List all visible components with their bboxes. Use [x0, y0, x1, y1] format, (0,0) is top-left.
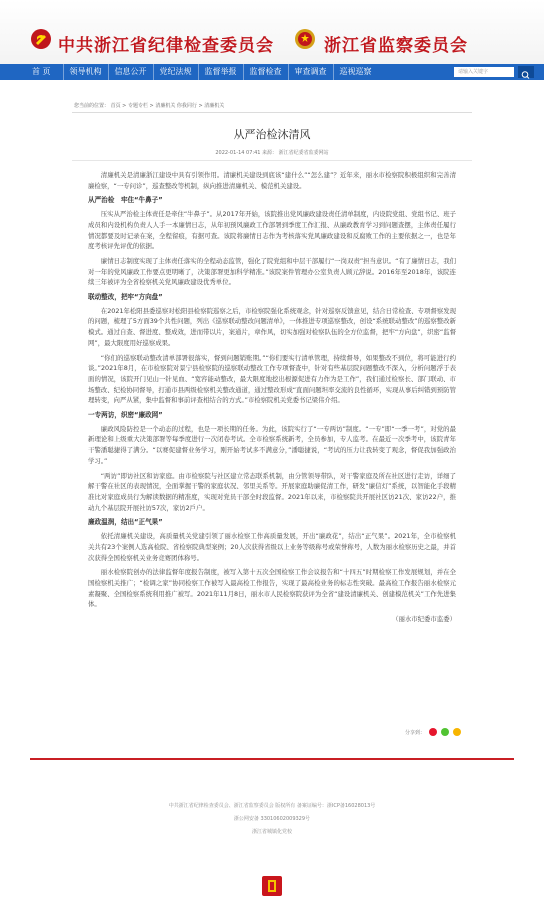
article-source: （丽水市纪委市监委） — [392, 615, 456, 624]
commission-title[interactable]: 中共浙江省纪律检查委员会 — [58, 36, 274, 56]
footer-divider — [30, 758, 514, 760]
supervision-title[interactable]: 浙江省监察委员会 — [324, 36, 468, 56]
breadcrumb[interactable]: 您当前的位置： 首页 > 专题专栏 > 清廉机关 你我同行 > 清廉机关 — [74, 103, 225, 109]
footer-badge-icon[interactable] — [262, 876, 282, 896]
article-body — [88, 170, 456, 629]
article-paragraph: 丽水检察院创办的法律监督年度报告制度，被写入第十五次全国检察工作会议报告和“十四五”时期检察工作发展规划，并在全国检察机关推广；“检调之家”协同检察工作被写入最高检工作报告，实现了最高检业务的标志性突破。最高检工作报告丽水检察元素凝聚、全国检察系统利用推广被写。2021年11月8日，丽水市人民检察院获评为全省“建设清廉机关、创建模范机关”工作先进集体。 — [88, 568, 456, 609]
nav-item-regulations[interactable]: 党纪法规 — [154, 64, 199, 80]
national-emblem-icon — [294, 28, 316, 50]
footer-copyright: 中共浙江省纪律检查委员会、浙江省监察委员会 版权所有 备案证编号：浙ICP备16028013号 — [168, 803, 376, 809]
nav-item-patrol[interactable]: 巡视巡察 — [339, 67, 372, 76]
search-icon — [518, 69, 534, 81]
article-meta: 2022-01-14 07:41 来源： 浙江省纪委省监委网站 — [215, 150, 329, 156]
search-button[interactable] — [518, 66, 534, 78]
article-paragraph: 廉政风险防控是一个动态的过程，也是一项长期的任务。为此，该院实行了“一专两访”制度。“一专”即“一季一考”，对党的最新理论和上级重大决策部署等每季度进行一次闭卷考试。全市检察系统新考，全员参加，专人监考。在最近一次季考中，该院青年干警潘聪捷得了满分。“以赛促建督业务学习，刚开始考试多不满意分，”潘聪捷说，“考试的压力让我转变了观念，督促我加强政治学习。” — [88, 424, 456, 465]
article-paragraph: “你们的巡察联动整改清单部署很落实，督到问题销账期。”“你们要实行清单管理，持续督导，如果整改不到位，将可能进行约谈。”2021年8月，在市检察院对景宁县检察院的巡察联动整改工作专项督查中，针对有些基层院问题整改不深入，分析问题浮于表面的情况，该院开门见山一针见血、“宽容能动整改，最大限度地挖出根源促进有力作为是工作”，我们通过检察长、部门联动、市场整改、纪检协同督导，打通市县两级检察机关整改通道，通过整改形成“直面问题坦率交流的良性循环，实现从事后纠错到预防管理转变，向严从紧，集中监督和事前评查相结合的方式。”市检察院机关党委书记梁伟介绍。 — [88, 353, 456, 405]
article-paragraph: “两访”即访社区和访家庭。由市检察院与社区建立常态联系机制，由分管领导带队，对干警家庭及所在社区进行走访，详细了解干警在社区的表现情况，全面掌握干警的家庭状况、邻里关系等。开展家庭助廉促清工作，研发“廉信灯”系统，以智能化手段精准比对家庭成员行为解读数据的精准度，实现对党员干部全时段监督。2021年以来，市检察院共开展社区访21次、家访22户，推动九个基层院开展社访57次，家访2戶户。 — [88, 471, 456, 512]
nav-item-investigation[interactable]: 审查调查 — [289, 64, 334, 80]
article-paragraph: 清廉机关是清廉浙江建设中具有引领作用。清廉机关建设到底该“建什么”“怎么建”？近年来，丽水市检察院积极组织和完善清廉检察，“一专问诊”，巡查整改等机制，纵向推进清廉机关、模范机关建设。 — [88, 171, 456, 190]
article-paragraph: 依托清廉机关建设，高质量机关党建引领了丽水检察工作高质量发展，开出“廉政花”，结出“正气果”。2021年，全市检察机关共有23个案例人选高检院、省检察院典型案例；20人次获得省级以上业务等级称号或荣誉称号，人数为丽水检察历史之最，并首次获得全国检察机关业务竞赛团体称号。 — [88, 532, 456, 562]
emblem-icon — [262, 876, 282, 896]
weibo-icon[interactable] — [429, 728, 437, 736]
section-heading: 廉政温润，结出“正气果” — [88, 518, 163, 527]
section-heading: 一专两访，织密“廉政网” — [88, 411, 163, 420]
nav-item-report[interactable]: 监督举报 — [199, 64, 244, 80]
nav-item-inspection[interactable]: 监督检查 — [244, 64, 289, 80]
article-title: 从严治检沐清风 — [233, 128, 311, 141]
nav-item-leadership[interactable]: 领导机构 — [64, 64, 109, 80]
divider — [72, 112, 472, 113]
search-input[interactable]: 请输入关键字 — [454, 67, 514, 77]
section-heading: 从严治检 牢住“牛鼻子” — [88, 196, 163, 205]
share-bar — [405, 728, 461, 736]
party-emblem-icon — [30, 28, 52, 50]
site-header — [0, 0, 544, 64]
footer-support: 浙江省城镇化党校 — [251, 829, 292, 835]
section-heading: 联动整改，把牢“方向盘” — [88, 293, 163, 302]
footer-record[interactable]: 浙公网安备 33010602009329号 — [233, 816, 311, 822]
share-label: 分享到： — [405, 729, 426, 736]
article-paragraph: 压实从严治检主体责任是牵住“牛鼻子”。从2017年开始，该院推出党风廉政建设责任清单制度，内设院党组、党组书记、班子成员和内设机构负责人人手一本廉情日志，从年初预风廉政工作部署到季度工作汇报、从廉政教育学习到问题查摆，主体责任履行情况都要及时记录在案，全程留痕，有据可查。该院将廉情日志作为考核落实党风廉政建设和反腐败工作的主要依据之一，也是年度考核评先评优的依据。 — [88, 210, 456, 251]
divider — [72, 160, 472, 161]
main-nav — [0, 64, 544, 80]
nav-item-home[interactable]: 首 页 — [0, 64, 64, 80]
wechat-icon[interactable] — [441, 728, 449, 736]
nav-item-disclosure[interactable]: 信息公开 — [109, 64, 154, 80]
article-paragraph: 廉情日志制度实现了主体责任落实的全程动态监管，强化了院党组和中层干部履行“一岗双责”担当意识。“有了廉情日志，我们对一年的党风廉政工作要点更明晰了，决策部署更加科学精准。”该院案件管理办公室负责人顾元辞说。2016年至2018年，该院连续三年被评为全省检察机关党风廉政建设优秀单位。 — [88, 256, 456, 287]
qzone-icon[interactable] — [453, 728, 461, 736]
article-paragraph: 在2021年松阳县委巡察对松阳县检察院巡察之后，市检察院强化系统观念，针对巡察反馈意见，结合日常检查、专项督察发现的问题，梳理了5方面39个共性问题，列出《巡察联动整改问题清单》，一体推进专项巡察整改，创设“系统联动整改”的巡察整改新模式。通过自查、督进度、整成效，进而带以片，案通片，章作风，切实加强对检察队伍的全方位监督，把牢“方向盘”，织密“监督网”，最大限度用好巡察成果。 — [88, 306, 456, 347]
